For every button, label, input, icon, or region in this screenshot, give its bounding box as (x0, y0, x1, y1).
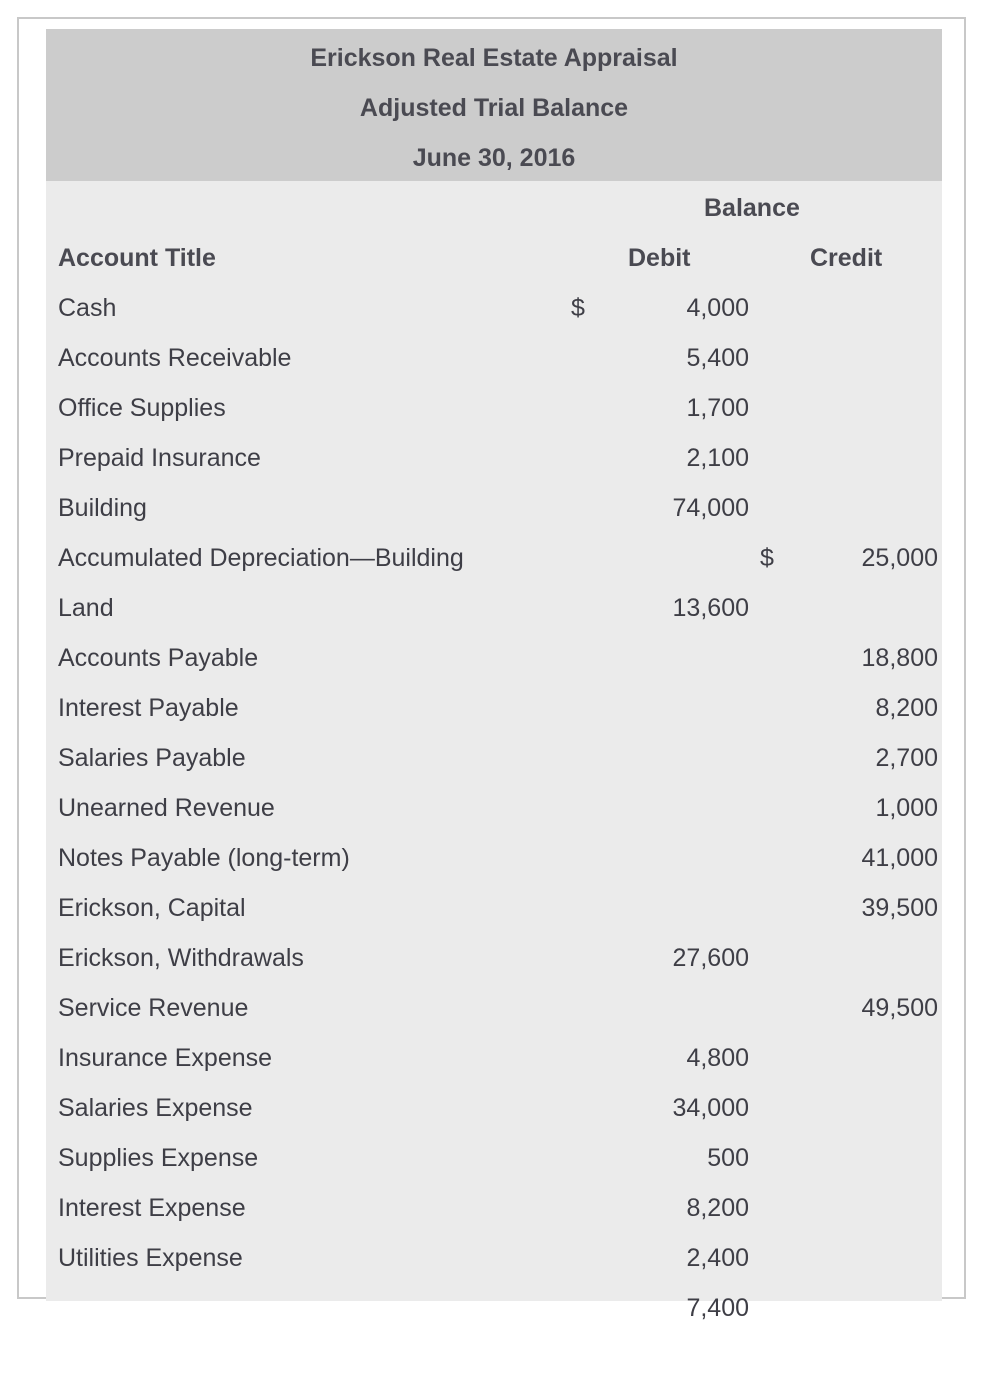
account-title: Insurance Expense (58, 1044, 273, 1072)
account-title: Notes Payable (long-term) (58, 844, 350, 872)
debit-amount: 1,700 (686, 394, 749, 422)
table-row (46, 733, 942, 783)
table-row (46, 1083, 942, 1133)
account-title: Service Revenue (58, 994, 249, 1022)
table-row (46, 1033, 942, 1083)
table-row (46, 933, 942, 983)
table-row (46, 883, 942, 933)
account-title: Accumulated Depreciation—Building (58, 544, 464, 572)
table-row (46, 283, 942, 333)
debit-currency-sign: $ (571, 294, 585, 322)
debit-column-header: Debit (628, 244, 691, 272)
document-frame (17, 17, 966, 1322)
credit-column-header: Credit (810, 244, 883, 272)
debit-amount: 8,200 (686, 1194, 749, 1222)
debit-amount: 13,600 (672, 594, 749, 622)
credit-currency-sign: $ (760, 544, 774, 572)
debit-amount: 74,000 (672, 494, 749, 522)
credit-amount: 1,000 (875, 794, 938, 822)
statement-header (46, 29, 942, 181)
debit-amount: 2,400 (686, 1244, 749, 1272)
table-row (46, 533, 942, 583)
credit-amount: 18,800 (861, 644, 938, 672)
statement-date: June 30, 2016 (412, 144, 576, 172)
balance-column-header: Balance (704, 194, 800, 222)
table-row (46, 383, 942, 433)
table-row (46, 1233, 942, 1283)
debit-amount: 500 (707, 1144, 749, 1172)
account-title: Cash (58, 294, 117, 322)
account-title: Erickson, Capital (58, 894, 246, 922)
account-title: Building (58, 494, 147, 522)
account-title: Interest Expense (58, 1194, 246, 1222)
debit-amount: 5,400 (686, 344, 749, 372)
debit-amount: 7,400 (686, 1294, 749, 1322)
table-row (46, 433, 942, 483)
account-title: Office Supplies (58, 394, 226, 422)
credit-amount: 41,000 (861, 844, 938, 872)
table-row (46, 483, 942, 533)
account-title: Land (58, 594, 114, 622)
table-row (46, 583, 942, 633)
credit-amount: 2,700 (875, 744, 938, 772)
account-title: Salaries Payable (58, 744, 246, 772)
credit-amount: 39,500 (861, 894, 938, 922)
account-title: Accounts Payable (58, 644, 259, 672)
debit-amount: 27,600 (672, 944, 749, 972)
account-title: Interest Payable (58, 694, 239, 722)
table-row (46, 683, 942, 733)
table-row (46, 1133, 942, 1183)
credit-amount: 8,200 (875, 694, 938, 722)
table-row (46, 783, 942, 833)
debit-amount: 4,800 (686, 1044, 749, 1072)
table-row (46, 1283, 942, 1333)
debit-amount: 2,100 (686, 444, 749, 472)
debit-amount: 4,000 (686, 294, 749, 322)
account-title: Erickson, Withdrawals (58, 944, 304, 972)
account-title-column-header: Account Title (58, 244, 216, 272)
account-title: Accounts Receivable (58, 344, 292, 372)
statement-title: Adjusted Trial Balance (359, 94, 629, 122)
trial-balance-sheet (46, 29, 942, 1322)
table-row (46, 983, 942, 1033)
account-title: Supplies Expense (58, 1144, 259, 1172)
table-row (46, 333, 942, 383)
credit-amount: 49,500 (861, 994, 938, 1022)
credit-amount: 25,000 (861, 544, 938, 572)
debit-amount: 34,000 (672, 1094, 749, 1122)
account-title: Prepaid Insurance (58, 444, 261, 472)
company-name: Erickson Real Estate Appraisal (310, 44, 678, 72)
table-row (46, 633, 942, 683)
account-title: Utilities Expense (58, 1244, 243, 1272)
table-row (46, 833, 942, 883)
account-title: Salaries Expense (58, 1094, 253, 1122)
table-row (46, 1183, 942, 1233)
account-title: Unearned Revenue (58, 794, 275, 822)
